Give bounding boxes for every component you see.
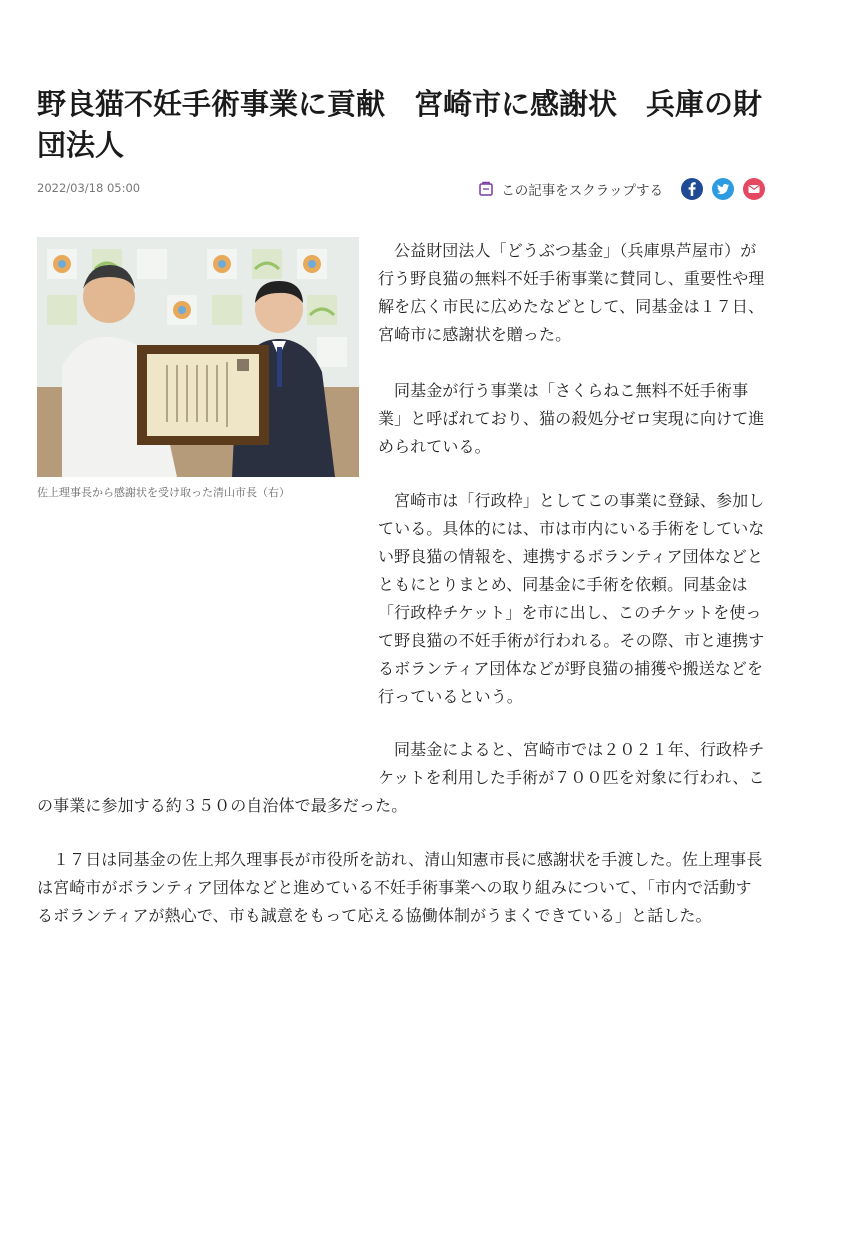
share-buttons — [681, 178, 765, 200]
paragraph-1: 公益財団法人「どうぶつ基金」（兵庫県芦屋市）が行う野良猫の無料不妊手術事業に賛同し、重要性や理解を広く市民に広めたなどとして、同基金は１７日、宮崎市に感謝状を贈った。 — [378, 241, 765, 344]
facebook-icon — [681, 178, 703, 200]
scrap-icon — [478, 181, 494, 197]
paragraph-4-line-2: ケットを利用した手術が７００匹を対象に行われ、こ — [378, 768, 765, 787]
paragraph-4-rest: の事業に参加する約３５０の自治体で最多だった。 — [37, 796, 408, 815]
paragraph-4-line-1: 同基金によると、宮崎市では２０２１年、行政枠チ — [394, 740, 765, 759]
twitter-share-button[interactable] — [712, 178, 734, 200]
scrap-button[interactable] — [478, 178, 663, 200]
twitter-icon — [712, 178, 734, 200]
mail-icon — [743, 178, 765, 200]
publish-date: 2022/03/18 05:00 — [37, 181, 141, 195]
paragraph-3: 宮崎市は「行政枠」としてこの事業に登録、参加している。具体的には、市は市内にいる手術をしていない野良猫の情報を、連携するボランティア団体などとともにとりまとめ、同基金に手術を依頼。同基金は「行政枠チケット」を市に出し、このチケットを使って野良猫の不妊手術が行われる。その際、市と連携するボランティア団体などが野良猫の捕獲や搬送などを行っているという。 — [378, 491, 765, 706]
mail-share-button[interactable] — [743, 178, 765, 200]
article-headline: 野良猫不妊手術事業に貢献 宮崎市に感謝状 兵庫の財団法人 — [37, 87, 763, 162]
scrap-label: この記事をスクラップする — [501, 183, 663, 199]
article-meta — [37, 178, 765, 200]
article-figure — [37, 237, 359, 500]
photo-caption: 佐上理事長から感謝状を受け取った清山市長（右） — [37, 486, 290, 499]
paragraph-2: 同基金が行う事業は「さくらねこ無料不妊手術事業」と呼ばれており、猫の殺処分ゼロ実現に向けて進められている。 — [378, 381, 765, 456]
paragraph-4 — [378, 736, 766, 792]
facebook-share-button[interactable] — [681, 178, 703, 200]
article-photo — [37, 237, 359, 477]
paragraph-5: １７日は同基金の佐上邦久理事長が市役所を訪れ、清山知憲市長に感謝状を手渡した。佐上理事長は宮崎市がボランティア団体などと進めている不妊手術事業への取り組みについて、「市内で活動するボランティアが熱心で、市も誠意をもって応える協働体制がうまくできている」と話した。 — [37, 850, 763, 925]
